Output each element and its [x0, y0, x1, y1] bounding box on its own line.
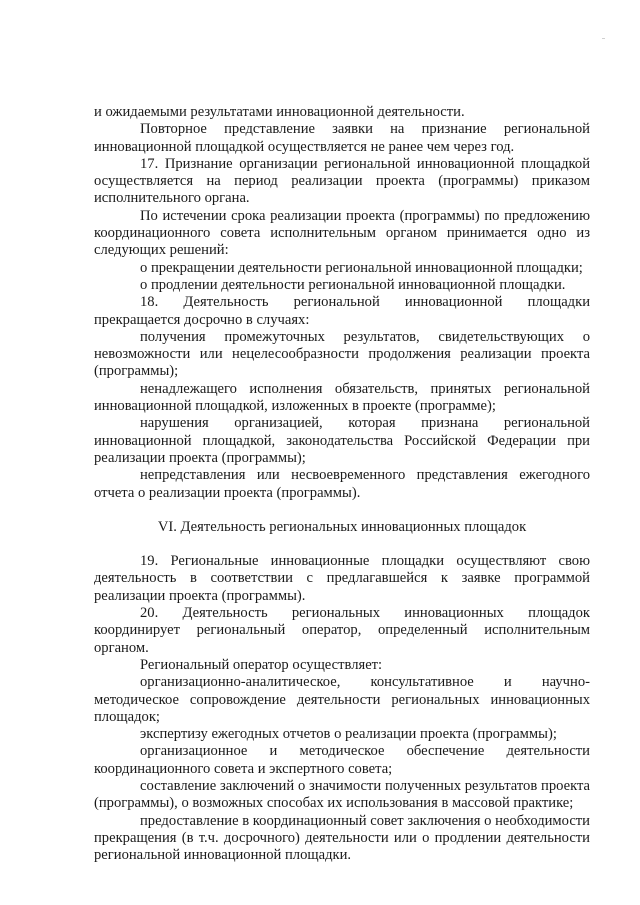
- paragraph: 19. Региональные инновационные площадки осуществляют свою деятельность в соответствии с предлагавшейся к заявке программой реализации проекта (программы).: [94, 553, 590, 604]
- paragraph: о продлении деятельности региональной инновационной площадки.: [140, 276, 566, 293]
- paragraph: По истечении срока реализации проекта (программы) по предложению координационного совета исполнительным органом принимается одно из следующих решений:: [94, 207, 590, 259]
- paragraph: ненадлежащего исполнения обязательств, принятых региональной инновационной площадкой, изложенных в проекте (программе);: [94, 380, 590, 415]
- paragraph: 18. Деятельность региональной инновационной площадки прекращается досрочно в случаях:: [94, 294, 590, 328]
- paragraph: составление заключений о значимости полученных результатов проекта (программы), о возможных способах их использования в массовой практике;: [94, 777, 590, 812]
- paragraph: непредставления или несвоевременного представления ежегодного отчета о реализации проекта (программы).: [94, 467, 590, 501]
- paragraph: Региональный оператор осуществляет:: [140, 656, 383, 673]
- paragraph: и ожидаемыми результатами инновационной деятельности.: [94, 104, 465, 120]
- paragraph: 17. Признание организации региональной инновационной площадкой осуществляется на период реализации проекта (программы) приказом исполнительного органа.: [94, 155, 590, 207]
- paragraph: Повторное представление заявки на признание региональной инновационной площадкой осуществляется не ранее чем через год.: [94, 121, 590, 155]
- paragraph: организационно-аналитическое, консультативное и научно-методическое сопровождение деятельности региональных инновационных площадок;: [94, 674, 590, 725]
- scan-mark: [602, 38, 605, 39]
- document-body: [94, 104, 590, 864]
- paragraph: о прекращении деятельности региональной инновационной площадки;: [140, 259, 583, 276]
- paragraph: экспертизу ежегодных отчетов о реализации проекта (программы);: [140, 726, 557, 743]
- paragraph: нарушения организацией, которая признана региональной инновационной площадкой, законодательства Российской Федерации при реализации проекта (программы);: [94, 415, 590, 466]
- section-heading: VI. Деятельность региональных инновационных площадок: [157, 518, 527, 535]
- paragraph: 20. Деятельность региональных инновационных площадок координирует региональный оператор, определенный исполнительным органом.: [94, 605, 590, 656]
- paragraph: организационное и методическое обеспечение деятельности координационного совета и экспертного совета;: [94, 743, 590, 777]
- paragraph: получения промежуточных результатов, свидетельствующих о невозможности или нецелесообразности продолжения реализации проекта (программы);: [94, 328, 590, 380]
- paragraph: предоставление в координационный совет заключения о необходимости прекращения (в т.ч. досрочного) деятельности или о продлении деятельности региональной инновационной площадки.: [94, 812, 590, 864]
